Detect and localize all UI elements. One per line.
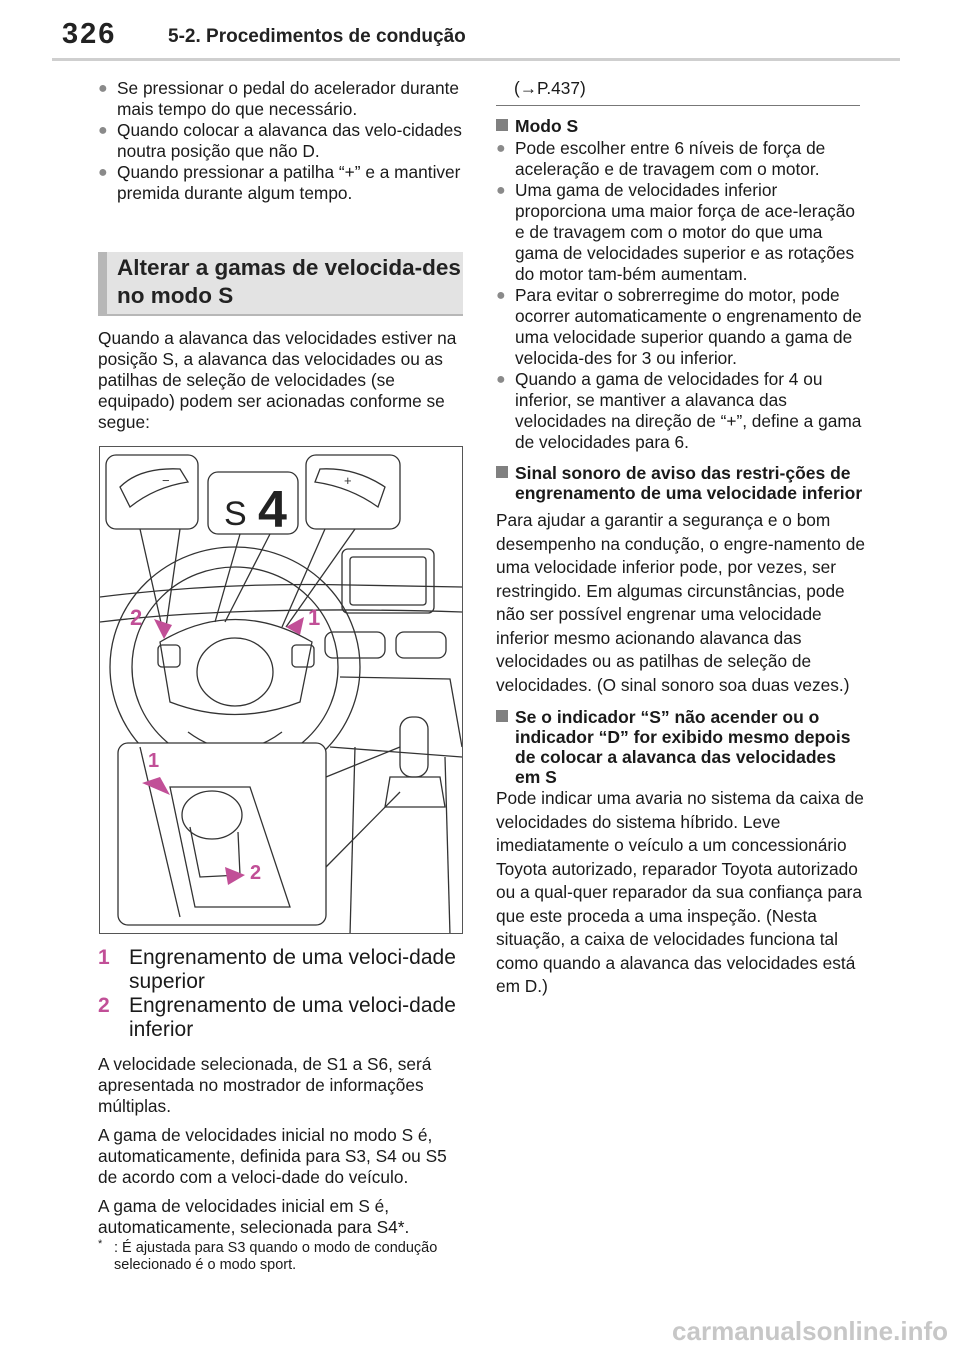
list-item: ● Uma gama de velocidades inferior proporciona uma maior força de ace-leração e de travagem com o motor do que uma gama de velocidades superior e as rotações do motor tam-bém aumentam. <box>496 180 856 284</box>
list-item: ● Quando pressionar a patilha “+” e a mantiver premida durante algum tempo. <box>98 162 461 203</box>
square-bullet-icon <box>496 119 508 131</box>
bullet-icon: ● <box>98 122 108 139</box>
downshift-arrow-icon <box>154 619 172 639</box>
callout-1-paddle: 1 <box>308 605 321 630</box>
list-item: ● Quando a gama de velocidades for 4 ou inferior, se mantiver a alavanca das velocidades na direção de “+”, define a gama de velocidades para 6. <box>496 369 862 452</box>
buzzer-paragraph: Para ajudar a garantir a segurança e o bom desempenho na condução, o engre-namento de uma velocidade inferior pode, por vezes, ser restringido. Em algumas circunstâncias, pode não ser possível engrenar uma velocidade inferior mesmo acionando alavanca das velocidades ou as patilhas de seleção de velocidades. (O sinal sonoro soa duas vezes.) <box>496 510 865 695</box>
intro-paragraph: Quando a alavanca das velocidades estiver na posição S, a alavanca das velocidades ou as patilhas de seleção de velocidades (se equipado) podem ser acionadas conforme se segue: <box>98 328 457 432</box>
square-bullet-icon <box>496 710 508 722</box>
list-item: ● Quando colocar a alavanca das velo-cidades noutra posição que não D. <box>98 120 462 161</box>
section-heading: Alterar a gamas de velocida-des no modo S <box>98 252 463 316</box>
section-title: 5-2. Procedimentos de condução <box>168 26 466 47</box>
paddle-minus-symbol: − <box>162 473 170 488</box>
modo-s-heading: Modo S <box>496 116 866 136</box>
upshift-arrow-icon <box>286 617 304 635</box>
watermark: carmanualsonline.info <box>672 1316 948 1346</box>
buzzer-heading: Sinal sonoro de aviso das restri-ções de engrenamento de uma velocidade inferior <box>496 463 866 503</box>
illustration-svg <box>100 447 463 934</box>
paragraph: A gama de velocidades inicial no modo S é, automaticamente, definida para S3, S4 ou S5 de acordo com a veloci-dade do veículo. <box>98 1125 447 1187</box>
paddle-plus-symbol: + <box>344 473 352 488</box>
bullet-icon: ● <box>496 371 506 388</box>
bullet-icon: ● <box>496 287 506 304</box>
divider <box>496 105 860 106</box>
right-column <box>496 78 866 999</box>
paragraph: A velocidade selecionada, de S1 a S6, será apresentada no mostrador de informações múltiplas. <box>98 1054 432 1116</box>
left-bullet-list <box>98 78 470 204</box>
bullet-icon: ● <box>98 80 108 97</box>
bullet-icon: ● <box>496 182 506 199</box>
paragraph: A gama de velocidades inicial em S é, automaticamente, selecionada para S4*. <box>98 1196 410 1237</box>
list-item: ● Para evitar o sobrerregime do motor, pode ocorrer automaticamente o engrenamento de uma velocidade superior quando a gama de velocida-des for 3 ou inferior. <box>496 285 862 368</box>
display-s-label: S <box>224 495 247 533</box>
bullet-icon: ● <box>98 164 108 181</box>
legend-item: 2 Engrenamento de uma veloci-dade inferior <box>98 994 456 1041</box>
left-paragraphs <box>98 1054 462 1274</box>
callout-1-shifter: 1 <box>148 750 160 772</box>
list-item: ● Se pressionar o pedal do acelerador durante mais tempo do que necessário. <box>98 78 460 119</box>
bullet-icon: ● <box>496 140 506 157</box>
indicator-heading: Se o indicador “S” não acender ou o indicador “D” for exibido mesmo depois de colocar a alavanca das velocidades em S <box>496 707 866 787</box>
callout-2-shifter: 2 <box>250 862 262 884</box>
figure-legend <box>98 946 468 1042</box>
square-bullet-icon <box>496 466 508 478</box>
list-item: ● Pode escolher entre 6 níveis de força de aceleração e de travagem com o motor. <box>496 138 826 179</box>
legend-item: 1 Engrenamento de uma veloci-dade superior <box>98 946 456 993</box>
footnote: * : É ajustada para S3 quando o modo de condução selecionado é o modo sport. <box>98 1238 438 1273</box>
callout-2-paddle: 2 <box>130 605 143 630</box>
page-reference: (→P.437) <box>514 78 586 98</box>
page-number: 326 <box>62 18 117 50</box>
gear-shift-illustration <box>99 446 463 934</box>
display-gear-number: 4 <box>258 481 287 539</box>
indicator-paragraph: Pode indicar uma avaria no sistema da caixa de velocidades do sistema híbrido. Leve imediatamente o veículo a um concessionário Toyota autorizado, reparador Toyota autorizado ou a qual-quer reparador da sua confiança para que este proceda a uma inspeção. (Nesta situação, a caixa de velocidades funciona tal como quando a alavanca das velocidades está em D.) <box>496 788 864 996</box>
header-divider <box>52 58 900 61</box>
page-header <box>0 0 960 62</box>
